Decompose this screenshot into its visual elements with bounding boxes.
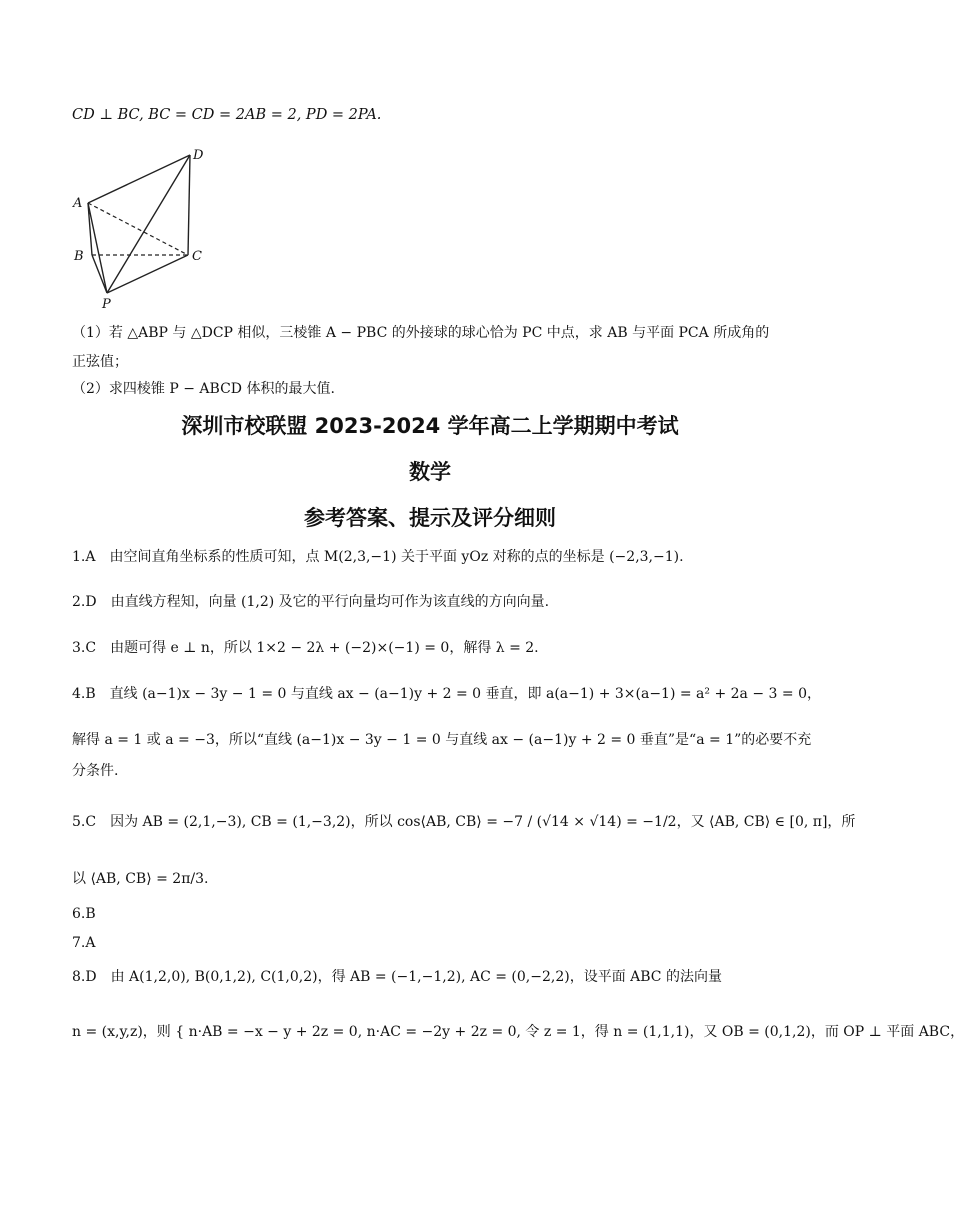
edge-DC (188, 155, 190, 255)
subject-title: 数学 (409, 460, 451, 484)
label-B: B (74, 249, 84, 264)
answer-8: 8.D 由 A(1,2,0), B(0,1,2), C(1,0,2)，得 AB = (−1,−1,2), AC = (0,−2,2)，设平面 ABC 的法向量 (72, 969, 722, 985)
exam-title: 深圳市校联盟 2023-2024 学年高二上学期期中考试 (181, 414, 679, 438)
answer-key-title: 参考答案、提示及评分细则 (304, 506, 556, 530)
question-2: （2）求四棱锥 P − ABCD 体积的最大值. (72, 381, 335, 397)
answer-7: 7.A (72, 935, 96, 951)
answer-8-cont: n = (x,y,z)，则 { n·AB = −x − y + 2z = 0, n·AC = −2y + 2z = 0, 令 z = 1，得 n = (1,1,1)，又 OB = (0,1,2)，而 OP ⊥ 平面 ABC， (72, 1024, 964, 1040)
answer-1: 1.A 由空间直角坐标系的性质可知，点 M(2,3,−1) 关于平面 yOz 对称的点的坐标是 (−2,3,−1). (72, 549, 684, 565)
edge-AC-hidden (88, 203, 188, 255)
answer-5-cont: 以 ⟨AB, CB⟩ = 2π/3. (72, 871, 209, 887)
question-1-cont: 正弦值； (72, 354, 128, 370)
label-A: A (73, 196, 83, 211)
problem-condition: CD ⊥ BC, BC = CD = 2AB = 2, PD = 2PA. (72, 107, 382, 123)
answer-4-cont: 解得 a = 1 或 a = −3，所以“直线 (a−1)x − 3y − 1 = 0 与直线 ax − (a−1)y + 2 = 0 垂直”是“a = 1”的必要不充 (72, 732, 812, 748)
label-D: D (193, 148, 204, 163)
question-1: （1）若 △ABP 与 △DCP 相似，三棱锥 A − PBC 的外接球的球心恰为 PC 中点，求 AB 与平面 PCA 所成角的 (72, 325, 770, 341)
label-P: P (102, 297, 111, 312)
pyramid-figure (70, 145, 220, 315)
answer-6: 6.B (72, 906, 96, 922)
edge-AD (88, 155, 190, 203)
answer-2: 2.D 由直线方程知，向量 (1,2) 及它的平行向量均可作为该直线的方向向量. (72, 594, 550, 610)
answer-5: 5.C 因为 AB = (2,1,−3), CB = (1,−3,2)，所以 cos⟨AB, CB⟩ = −7 / (√14 × √14) = −1/2，又 ⟨AB, CB⟩ ∈ [0, π]，所 (72, 814, 856, 830)
answer-4-end: 分条件. (72, 763, 119, 779)
edge-DP (107, 155, 190, 293)
label-C: C (192, 249, 202, 264)
answer-3: 3.C 由题可得 e ⊥ n，所以 1×2 − 2λ + (−2)×(−1) = 0，解得 λ = 2. (72, 640, 539, 656)
answer-4: 4.B 直线 (a−1)x − 3y − 1 = 0 与直线 ax − (a−1)y + 2 = 0 垂直，即 a(a−1) + 3×(a−1) = a² + 2a − 3 = 0， (72, 686, 821, 702)
